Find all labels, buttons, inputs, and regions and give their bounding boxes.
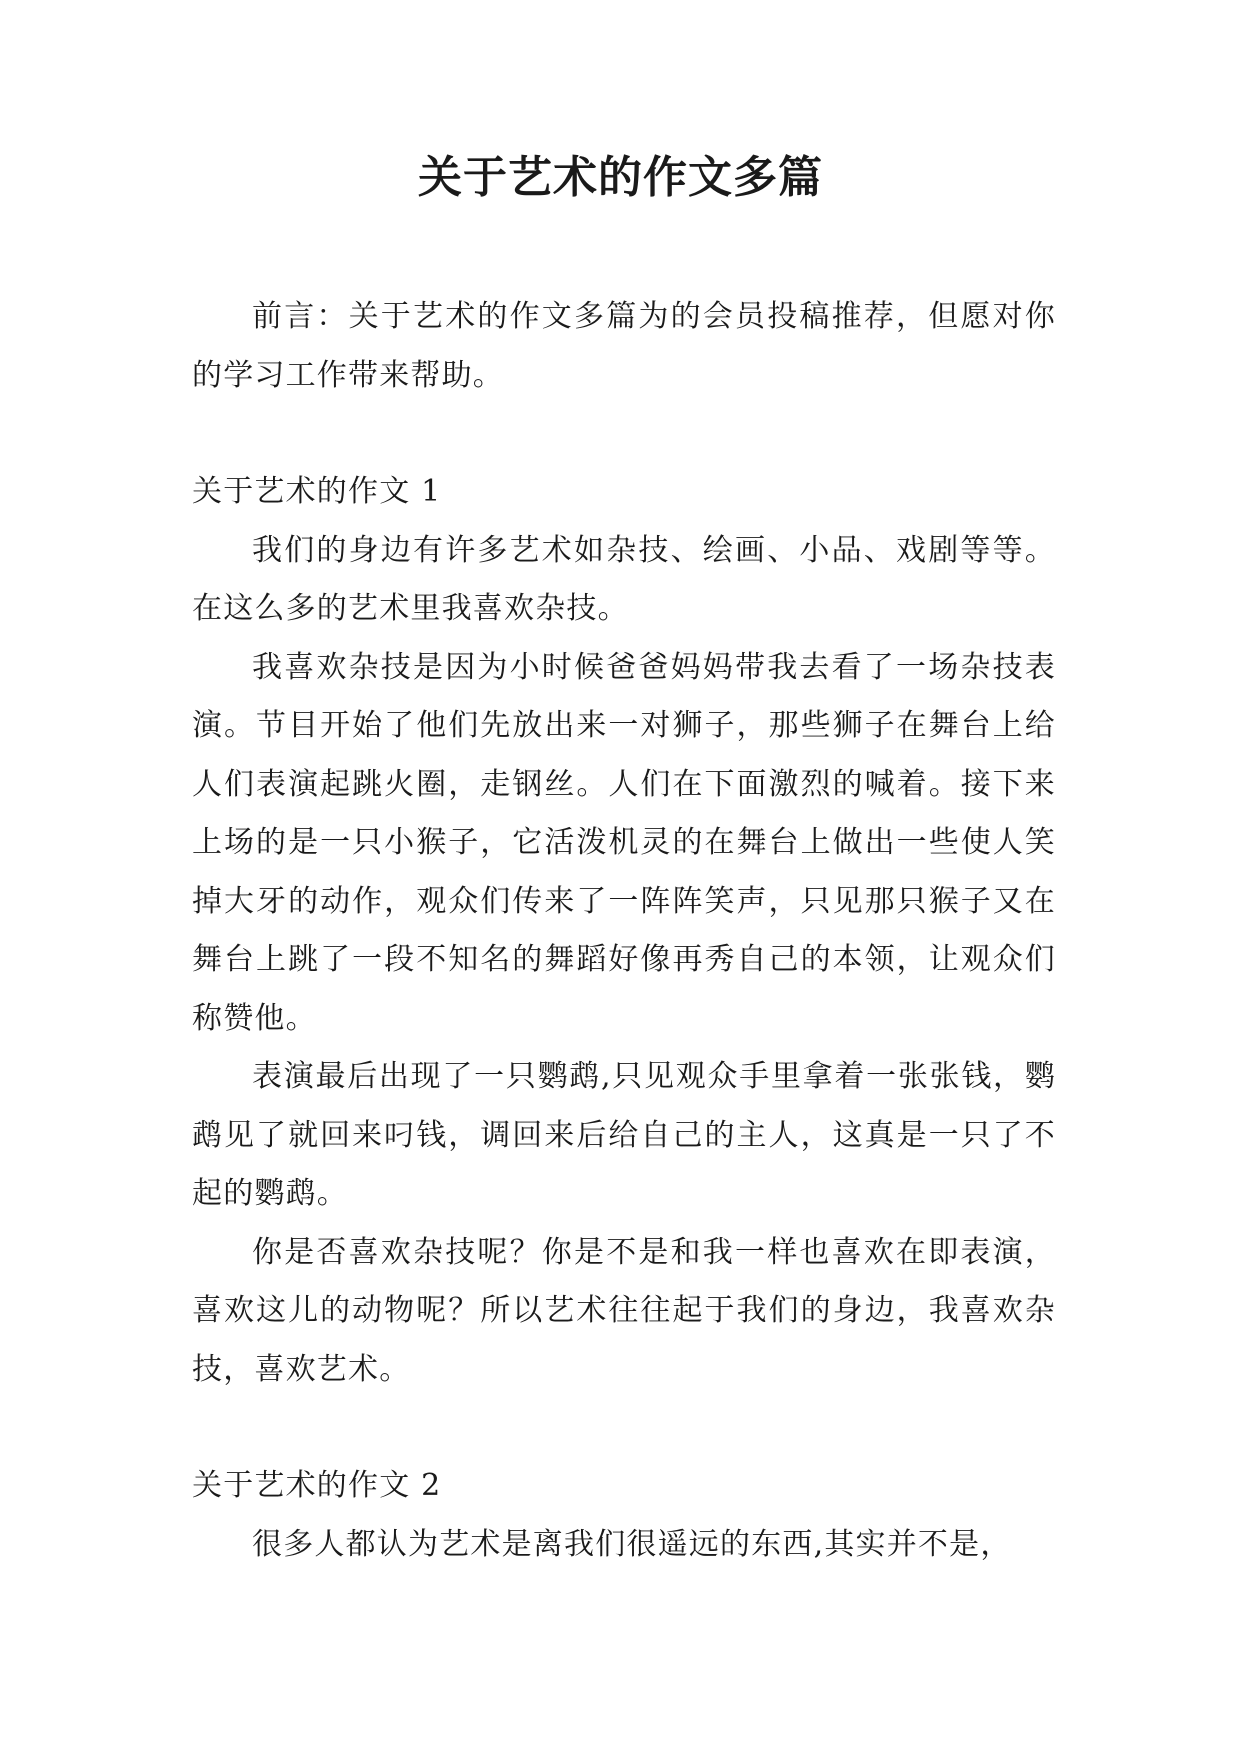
body-paragraph: 你是否喜欢杂技呢？你是不是和我一样也喜欢在即表演，喜欢这儿的动物呢？所以艺术往往起于我们的身边，我喜欢杂技，喜欢艺术。: [192, 1234, 1056, 1387]
essay-section-2: [192, 1457, 1056, 1574]
section-heading: 关于艺术的作文 1: [192, 474, 442, 509]
preface-paragraph: 前言：关于艺术的作文多篇为的会员投稿推荐，但愿对你的学习工作带来帮助。: [192, 299, 1056, 393]
body-paragraph: 我喜欢杂技是因为小时候爸爸妈妈带我去看了一场杂技表演。节目开始了他们先放出来一对狮子，那些狮子在舞台上给人们表演起跳火圈，走钢丝。人们在下面激烈的喊着。接下来上场的是一只小猴子，它活泼机灵的在舞台上做出一些使人笑掉大牙的动作，观众们传来了一阵阵笑声，只见那只猴子又在舞台上跳了一段不知名的舞蹈好像再秀自己的本领，让观众们称赞他。: [192, 649, 1056, 1036]
document-title: 关于艺术的作文多篇: [418, 152, 823, 203]
body-paragraph: 我们的身边有许多艺术如杂技、绘画、小品、戏剧等等。在这么多的艺术里我喜欢杂技。: [192, 532, 1056, 626]
body-paragraph: 表演最后出现了一只鹦鹉,只见观众手里拿着一张张钱，鹦鹉见了就回来叼钱，调回来后给自己的主人，这真是一只了不起的鹦鹉。: [192, 1059, 1056, 1211]
document-body: [192, 288, 1056, 1574]
body-paragraph: 很多人都认为艺术是离我们很遥远的东西,其实并不是，: [252, 1526, 1012, 1562]
section-heading: 关于艺术的作文 2: [192, 1468, 442, 1503]
essay-section-1: [192, 463, 1056, 1399]
